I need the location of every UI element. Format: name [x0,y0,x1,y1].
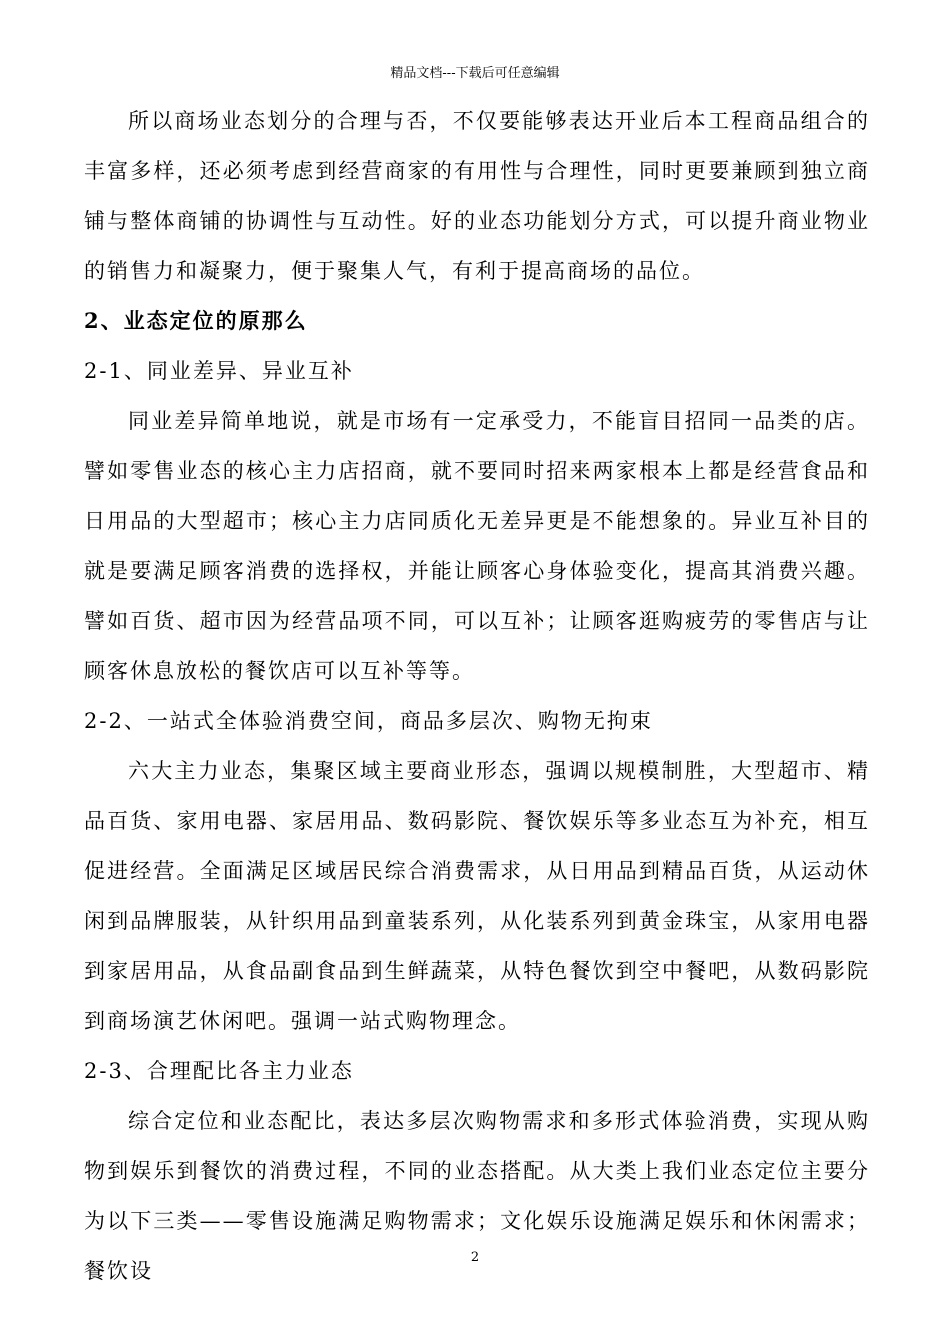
paragraph-2-2: 六大主力业态，集聚区域主要商业形态，强调以规模制胜，大型超市、精品百货、家用电器、家居用品、数码影院、餐饮娱乐等多业态互为补充，相互促进经营。全面满足区域居民综合消费需求，从日用品到精品百货，从运动休闲到品牌服装，从针织用品到童装系列，从化装系列到黄金珠宝，从家用电器到家居用品，从食品副食品到生鲜蔬菜，从特色餐饮到空中餐吧，从数码影院到商场演艺休闲吧。强调一站式购物理念。 [84,759,870,1033]
page-number: 2 [470,1250,480,1265]
page-header: 精品文档---下载后可任意编辑 [390,66,560,81]
section-heading-2: 2、业态定位的原那么 [84,308,308,333]
subsection-heading-2-3: 2-3、合理配比各主力业态 [84,1059,354,1083]
paragraph-2-1: 同业差异简单地说，就是市场有一定承受力，不能盲目招同一品类的店。譬如零售业态的核心主力店招商，就不要同时招来两家根本上都是经营食品和日用品的大型超市；核心主力店同质化无差异更是不能想象的。异业互补目的就是要满足顾客消费的选择权，并能让顾客心身体验变化，提高其消费兴趣。譬如百货、超市因为经营品项不同，可以互补；让顾客逛购疲劳的零售店与让顾客休息放松的餐饮店可以互补等等。 [84,409,870,683]
paragraph-2-3: 综合定位和业态配比，表达多层次购物需求和多形式体验消费，实现从购物到娱乐到餐饮的消费过程，不同的业态搭配。从大类上我们业态定位主要分为以下三类——零售设施满足购物需求；文化娱乐设施满足娱乐和休闲需求；餐饮设 [84,1109,870,1283]
subsection-heading-2-2: 2-2、一站式全体验消费空间，商品多层次、购物无拘束 [84,709,653,733]
document-body [84,96,870,1296]
subsection-heading-2-1: 2-1、同业差异、异业互补 [84,359,354,383]
paragraph-intro: 所以商场业态划分的合理与否，不仅要能够表达开业后本工程商品组合的丰富多样，还必须考虑到经营商家的有用性与合理性，同时更要兼顾到独立商铺与整体商铺的协调性与互动性。好的业态功能划分方式，可以提升商业物业的销售力和凝聚力，便于聚集人气，有利于提高商场的品位。 [84,109,870,283]
